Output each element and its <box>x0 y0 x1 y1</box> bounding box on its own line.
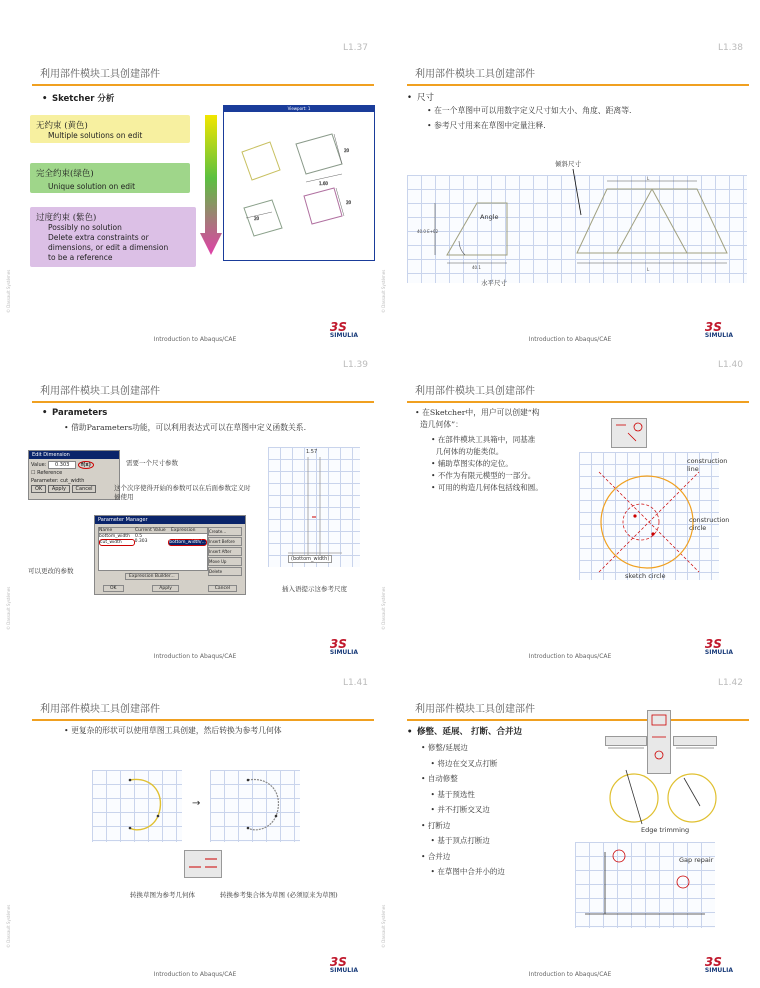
apply-button[interactable]: Apply <box>48 485 70 493</box>
svg-text:20: 20 <box>254 216 260 221</box>
ds-logo-icon: 3S <box>329 637 347 651</box>
prev-param-label: 这个次序使得开始的参数可以在后面参数定义时候使用 <box>114 484 251 501</box>
construction-circle-label: construction circle <box>689 516 730 532</box>
page-number: L1.39 <box>342 360 368 370</box>
ok-button[interactable]: OK <box>103 585 124 592</box>
edit-tool-icons <box>674 744 716 752</box>
ok-button[interactable]: OK <box>31 485 46 493</box>
title-rule <box>32 401 374 403</box>
move-up-button[interactable]: Move Up <box>208 557 242 566</box>
constraint-gradient-arrow <box>200 115 222 255</box>
construction-tool-icons <box>612 419 646 447</box>
slide-l1-40 <box>381 352 755 670</box>
delete-button[interactable]: Delete <box>208 567 242 576</box>
sketch-grid-before <box>92 770 182 842</box>
ds-logo-icon: 3S <box>329 320 347 334</box>
sub-bullet: • 在一个草图中可以用数字定义尺寸如大小、角度、距离等. <box>427 106 632 115</box>
slide-title: 利用部件模块工具创建部件 <box>40 704 160 715</box>
ds-logo-icon: 3S <box>704 637 722 651</box>
bullet: • 尺寸 <box>407 93 435 103</box>
gap-repair-diagram <box>575 842 715 928</box>
parameter-sketch-grid <box>268 447 360 567</box>
arrow-icon: → <box>192 798 201 809</box>
page-number: L1.41 <box>342 678 368 688</box>
footer: Introduction to Abaqus/CAE <box>153 653 237 660</box>
top-dimension: 1.57 <box>306 449 318 455</box>
simulia-logo: 3S SIMULIA <box>704 320 733 339</box>
table-row[interactable]: bottom_width 0.5 <box>99 534 143 539</box>
modifiable-param-label: 可以更改的参数 <box>28 567 74 575</box>
reference-dimension: (bottom_width) <box>288 555 332 563</box>
sub-bullets: • 在部件模块工具箱中，同基准 几何体的功能类似。 • 辅助草图实体的定位。 • 不作为有限元模型的一部分。 • 可用的构造几何体包括线和圆。 <box>431 435 543 492</box>
svg-text:1.60: 1.60 <box>319 181 328 186</box>
sketch-circle-label: sketch circle <box>625 572 666 580</box>
table-row[interactable]: cut_width 0.303 bottom_width/... <box>100 539 206 545</box>
copyright: © Dassault Systèmes <box>381 904 386 948</box>
sketcher-viewport[interactable] <box>223 105 375 261</box>
footer: Introduction to Abaqus/CAE <box>153 336 237 343</box>
footer: Introduction to Abaqus/CAE <box>153 971 237 978</box>
fx-button[interactable]: f(x) <box>78 461 94 469</box>
copyright: © Dassault Systèmes <box>6 269 11 313</box>
slide-l1-41 <box>6 670 380 988</box>
parameter-sketch <box>268 447 360 567</box>
title-rule <box>407 719 749 721</box>
apply-button[interactable]: Apply <box>152 585 179 592</box>
fully-constrained-box: 完全约束(绿色) Unique solution on edit <box>30 163 190 193</box>
edit-tool-icons <box>606 744 646 752</box>
edit-toolbar-vertical[interactable] <box>647 710 671 774</box>
parameter-manager-dialog: Parameter Manager Name Current Value Expression bottom_width 0.5 cut_width 0.303 bottom_width/... Create... Insert Before Insert After Move Up Delete Expression Builder... OK Apply Cancel <box>94 515 246 595</box>
construction-toolbar[interactable] <box>611 418 647 448</box>
slide-l1-42 <box>381 670 755 988</box>
ds-logo-icon: 3S <box>704 320 722 334</box>
svg-text:L: L <box>647 176 650 181</box>
bullet: • Parameters <box>42 408 108 418</box>
svg-text:40.1: 40.1 <box>472 265 481 270</box>
sub-bullet: • 参考尺寸用来在草图中定量注释. <box>427 121 546 130</box>
edge-trimming-label: Edge trimming <box>641 826 690 834</box>
viewport-titlebar: Viewport: 1 <box>224 106 374 112</box>
slanted-leader-line <box>555 165 615 225</box>
bullet: • 更复杂的形状可以使用草图工具创建，然后转换为参考几何体 <box>64 726 282 735</box>
edit-dimension-dialog: Edit Dimension Value: 0.303 f(x) ☐ Reference Parameter: cut_width OK Apply Cancel <box>28 450 120 500</box>
cancel-button[interactable]: Cancel <box>208 585 237 592</box>
bullet: • Sketcher 分析 <box>42 94 115 104</box>
page-number: L1.37 <box>342 43 368 53</box>
simulia-logo: 3S SIMULIA <box>329 320 358 339</box>
edit-toolbar-left[interactable] <box>605 736 647 746</box>
gap-repair-label: Gap repair <box>679 856 714 864</box>
footer: Introduction to Abaqus/CAE <box>528 971 612 978</box>
copyright: © Dassault Systèmes <box>381 269 386 313</box>
svg-text:40.0 E+02: 40.0 E+02 <box>417 229 439 234</box>
page-number: L1.42 <box>717 678 743 688</box>
bullet: • 在Sketcher中，用户可以创建“构 造几何体”： <box>415 408 540 429</box>
copyright: © Dassault Systèmes <box>6 904 11 948</box>
simulia-logo: 3S SIMULIA <box>329 637 358 656</box>
angle-label: Angle <box>480 213 499 221</box>
cancel-button[interactable]: Cancel <box>72 485 97 493</box>
title-rule <box>32 84 374 86</box>
title-rule <box>32 719 374 721</box>
edit-toolbar-right[interactable] <box>673 736 717 746</box>
slide-title: 利用部件模块工具创建部件 <box>415 704 535 715</box>
sub-bullet: • 借助Parameters功能，可以利用表达式可以在草图中定义函数关系. <box>64 423 307 432</box>
page-number: L1.38 <box>717 43 743 53</box>
simulia-logo: 3S SIMULIA <box>329 955 358 974</box>
sketch-shape-before <box>92 770 182 842</box>
convert-toolbar[interactable] <box>184 850 222 878</box>
slide-title: 利用部件模块工具创建部件 <box>415 386 535 397</box>
need-param-label: 需要一个尺寸参数 <box>126 459 178 467</box>
footer: Introduction to Abaqus/CAE <box>528 653 612 660</box>
overconstrained-box: 过度约束 (紫色) Possibly no solution Delete extra constraints or dimensions, or edit a dimension to be a reference <box>30 207 196 267</box>
copyright: © Dassault Systèmes <box>6 586 11 630</box>
construction-line-label: construction line <box>687 457 728 473</box>
page-number: L1.40 <box>717 360 743 370</box>
convert-tool-icons <box>185 851 221 877</box>
constraint-sketch <box>224 112 374 260</box>
slide-title: 利用部件模块工具创建部件 <box>40 386 160 397</box>
expression-builder-button[interactable]: Expression Builder... <box>125 573 179 580</box>
create-button[interactable]: Create... <box>208 527 242 536</box>
simulia-logo: 3S SIMULIA <box>704 637 733 656</box>
sketch-shape-after <box>210 770 300 842</box>
ds-logo-icon: 3S <box>704 955 722 969</box>
slide-l1-38 <box>381 35 755 353</box>
slide-l1-37 <box>6 35 380 353</box>
insert-ref-label: 插入语提示这参考尺度 <box>282 585 347 593</box>
underconstrained-box: 无约束 (黄色) Multiple solutions on edit <box>30 115 190 143</box>
sketch-grid-after <box>210 770 300 842</box>
edge-trimming-diagram <box>610 766 720 826</box>
horizontal-dimension-label: 水平尺寸 <box>481 279 507 287</box>
svg-text:L: L <box>647 267 650 272</box>
title-rule <box>407 84 749 86</box>
insert-before-button[interactable]: Insert Before <box>208 537 242 546</box>
slide-title: 利用部件模块工具创建部件 <box>415 69 535 80</box>
value-input[interactable]: 0.303 <box>48 461 76 469</box>
convert-label: 转换草图为参考几何体 <box>130 891 195 899</box>
bullet: • 修整、延展、 打断、合并边 <box>407 727 522 737</box>
footer: Introduction to Abaqus/CAE <box>528 336 612 343</box>
reference-checkbox[interactable]: ☐ <box>31 470 36 476</box>
svg-text:20: 20 <box>346 200 352 205</box>
slanted-dimension-label: 倾斜尺寸 <box>555 160 581 168</box>
simulia-logo: 3S SIMULIA <box>704 955 733 974</box>
edit-tool-icons <box>648 711 670 773</box>
copyright: © Dassault Systèmes <box>381 586 386 630</box>
insert-after-button[interactable]: Insert After <box>208 547 242 556</box>
sub-bullets: • 修整/延展边 • 将边在交叉点打断 • 自动修整 • 基于预选性 • 并不打断交叉边 • 打断边 • 基于顶点打断边 • 合并边 • 在草图中合并小的边 <box>421 743 505 876</box>
convert-back-label: 转换参考集合体为草图 (必须原来为草图) <box>220 891 338 899</box>
gap-repair-grid <box>575 842 715 928</box>
slide-l1-39 <box>6 352 380 670</box>
slide-title: 利用部件模块工具创建部件 <box>40 69 160 80</box>
ds-logo-icon: 3S <box>329 955 347 969</box>
svg-text:20: 20 <box>344 148 350 153</box>
title-rule <box>407 401 749 403</box>
param-table-header: Name Current Value Expression <box>99 528 207 534</box>
